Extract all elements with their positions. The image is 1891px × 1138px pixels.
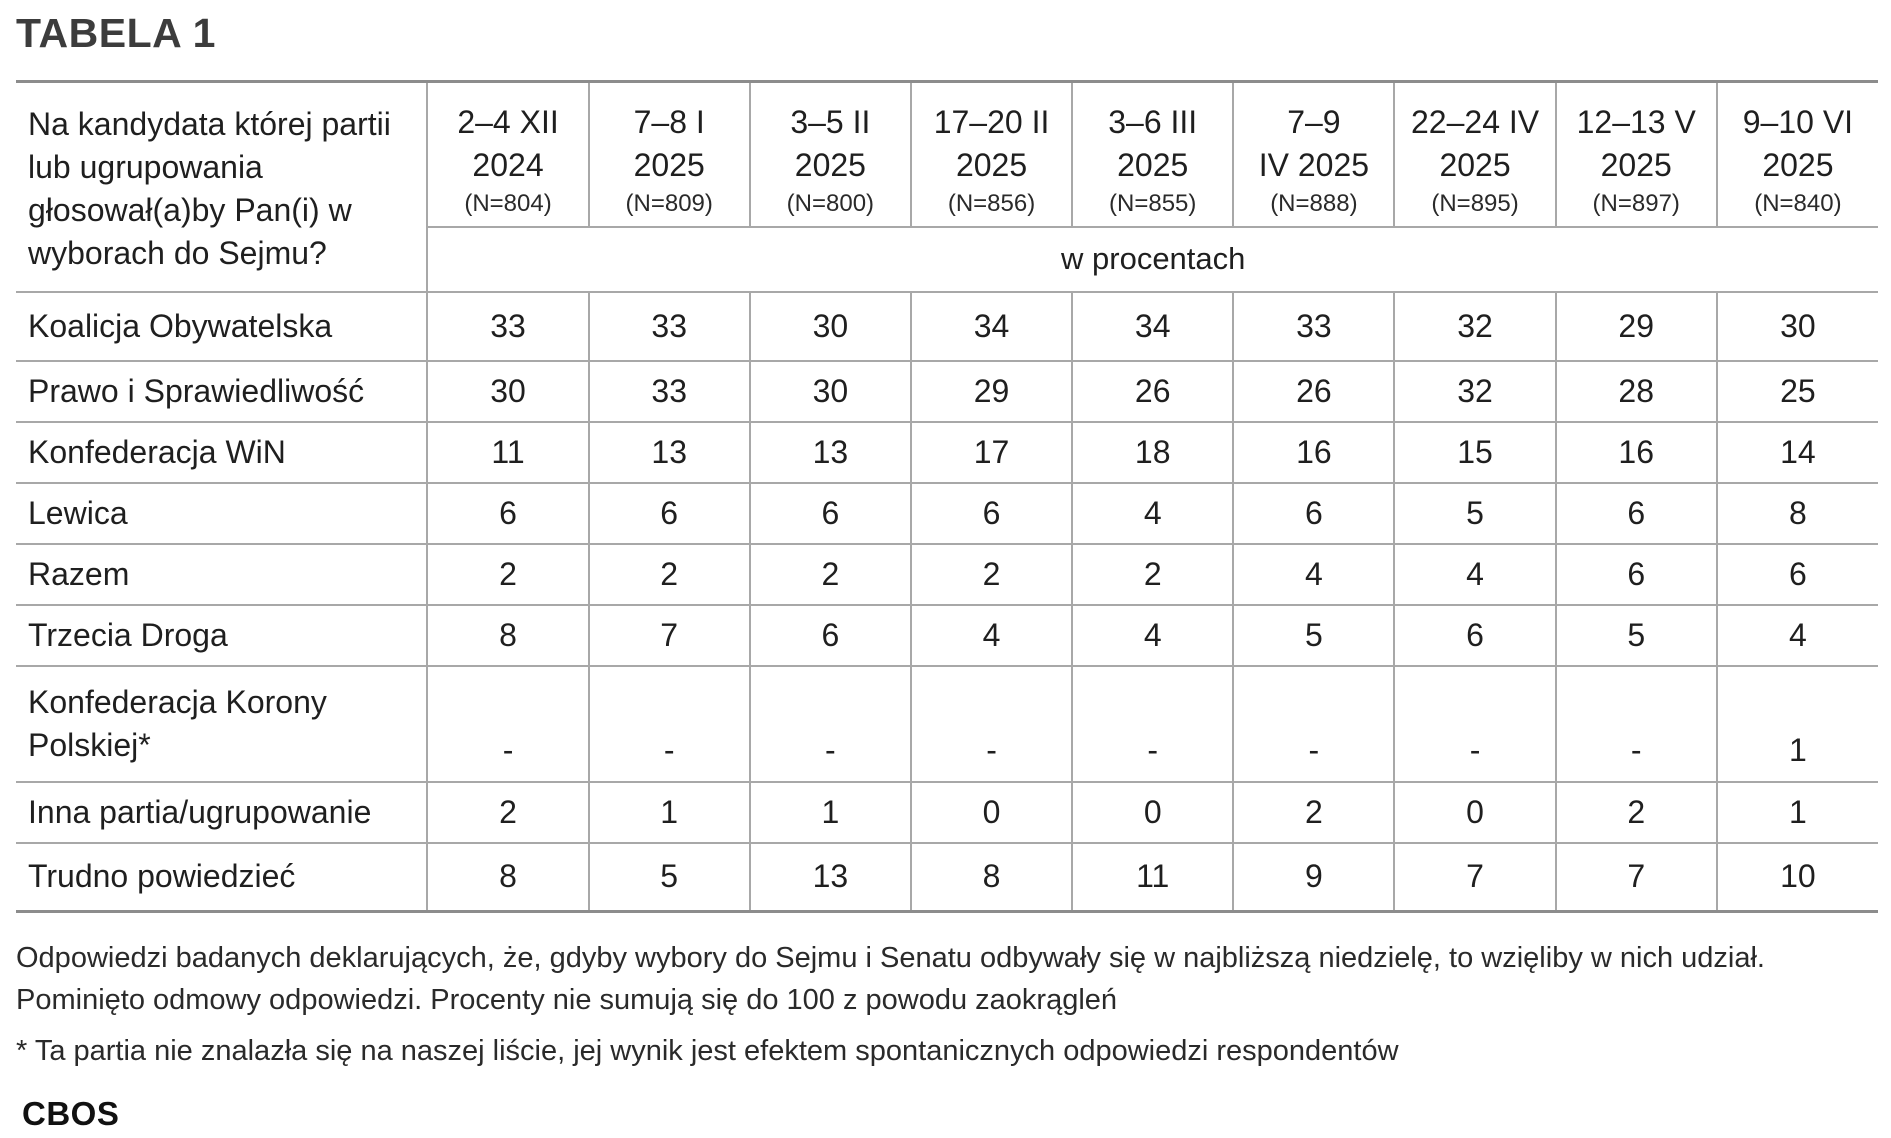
table-cell: 1 bbox=[1717, 782, 1878, 843]
table-cell: 8 bbox=[427, 605, 588, 666]
table-cell: - bbox=[1556, 666, 1717, 782]
table-cell: 6 bbox=[1556, 483, 1717, 544]
table-cell: 2 bbox=[1233, 782, 1394, 843]
sample-size: (N=895) bbox=[1431, 190, 1519, 217]
period-year: 2025 bbox=[1439, 147, 1511, 183]
period-dates: 17–20 II bbox=[933, 104, 1050, 140]
table-cell: 11 bbox=[1072, 843, 1233, 912]
table-cell: 1 bbox=[1717, 666, 1878, 782]
table-cell: 33 bbox=[1233, 292, 1394, 361]
table-cell: 25 bbox=[1717, 361, 1878, 422]
table-cell: 14 bbox=[1717, 422, 1878, 483]
period-year: 2025 bbox=[1762, 147, 1834, 183]
table-cell: 6 bbox=[427, 483, 588, 544]
table-cell: 30 bbox=[750, 292, 911, 361]
table-cell: 33 bbox=[589, 292, 750, 361]
table-cell: 30 bbox=[1717, 292, 1878, 361]
table-cell: 33 bbox=[427, 292, 588, 361]
table-cell: 11 bbox=[427, 422, 588, 483]
table-cell: 34 bbox=[911, 292, 1072, 361]
table-cell: 13 bbox=[589, 422, 750, 483]
sample-size: (N=888) bbox=[1270, 190, 1358, 217]
table-cell: 2 bbox=[427, 782, 588, 843]
table-cell: 7 bbox=[1556, 843, 1717, 912]
table-cell: 32 bbox=[1394, 292, 1555, 361]
table-row bbox=[16, 483, 1878, 544]
party-label: Inna partia/ugrupowanie bbox=[16, 782, 427, 843]
table-cell: 29 bbox=[1556, 292, 1717, 361]
party-label: Lewica bbox=[16, 483, 427, 544]
table-cell: 32 bbox=[1394, 361, 1555, 422]
table-cell: 28 bbox=[1556, 361, 1717, 422]
period-header bbox=[1394, 82, 1555, 227]
period-dates: 7–9 bbox=[1287, 104, 1341, 140]
table-cell: 6 bbox=[1233, 483, 1394, 544]
table-cell: 6 bbox=[1394, 605, 1555, 666]
period-dates: 2–4 XII bbox=[457, 104, 559, 140]
table-cell: - bbox=[1394, 666, 1555, 782]
table-cell: 26 bbox=[1233, 361, 1394, 422]
table-cell: 13 bbox=[750, 843, 911, 912]
table-row bbox=[16, 422, 1878, 483]
table-cell: 4 bbox=[1233, 544, 1394, 605]
period-dates: 3–5 II bbox=[790, 104, 871, 140]
table-cell: 17 bbox=[911, 422, 1072, 483]
footnote: * Ta partia nie znalazła się na naszej liście, jej wynik jest efektem spontanicznych odpowiedzi respondentów bbox=[16, 1035, 1399, 1067]
table-cell: 8 bbox=[1717, 483, 1878, 544]
question-header: Na kandydata której partii lub ugrupowania głosował(a)by Pan(i) w wyborach do Sejmu? bbox=[16, 82, 427, 292]
table-cell: 4 bbox=[1394, 544, 1555, 605]
table-cell: 1 bbox=[589, 782, 750, 843]
table-row bbox=[16, 361, 1878, 422]
period-header bbox=[1072, 82, 1233, 227]
table-cell: 6 bbox=[750, 483, 911, 544]
table-row bbox=[16, 782, 1878, 843]
party-label: Prawo i Sprawiedliwość bbox=[16, 361, 427, 422]
table-cell: 2 bbox=[911, 544, 1072, 605]
party-label: Koalicja Obywatelska bbox=[16, 292, 427, 361]
source-logo: CBOS bbox=[22, 1095, 120, 1132]
table-cell: - bbox=[911, 666, 1072, 782]
period-header bbox=[750, 82, 911, 227]
period-year: 2025 bbox=[633, 147, 705, 183]
period-header bbox=[1717, 82, 1878, 227]
table-cell: 26 bbox=[1072, 361, 1233, 422]
table-cell: 34 bbox=[1072, 292, 1233, 361]
party-label: Konfederacja WiN bbox=[16, 422, 427, 483]
table-cell: 7 bbox=[589, 605, 750, 666]
table-cell: 13 bbox=[750, 422, 911, 483]
period-header bbox=[427, 82, 588, 227]
table-cell: 5 bbox=[1394, 483, 1555, 544]
period-header bbox=[1556, 82, 1717, 227]
table-cell: 4 bbox=[1072, 605, 1233, 666]
table-cell: - bbox=[1233, 666, 1394, 782]
period-year: 2025 bbox=[1600, 147, 1672, 183]
period-header bbox=[1233, 82, 1394, 227]
table-row bbox=[16, 666, 1878, 782]
party-label: Konfederacja Korony Polskiej* bbox=[16, 666, 427, 782]
table-cell: 10 bbox=[1717, 843, 1878, 912]
table-cell: 6 bbox=[750, 605, 911, 666]
table-cell: 5 bbox=[589, 843, 750, 912]
table-cell: 2 bbox=[1072, 544, 1233, 605]
table-cell: 6 bbox=[589, 483, 750, 544]
table-cell: 0 bbox=[1072, 782, 1233, 843]
table-cell: 15 bbox=[1394, 422, 1555, 483]
table-row bbox=[16, 292, 1878, 361]
party-label: Trzecia Droga bbox=[16, 605, 427, 666]
table-note: Odpowiedzi badanych deklarujących, że, gdyby wybory do Sejmu i Senatu odbywały się w najbliższą niedzielę, to wzięliby w nich udział. Pominięto odmowy odpowiedzi. Procenty nie sumują się do 100 z powodu zaokrągleń bbox=[16, 942, 1765, 1016]
period-year: 2025 bbox=[1117, 147, 1189, 183]
period-year: IV 2025 bbox=[1258, 147, 1370, 183]
table-cell: 16 bbox=[1233, 422, 1394, 483]
table-cell: 7 bbox=[1394, 843, 1555, 912]
sample-size: (N=840) bbox=[1754, 190, 1842, 217]
table-title: TABELA 1 bbox=[16, 10, 216, 56]
sample-size: (N=800) bbox=[786, 190, 875, 217]
party-label: Trudno powiedzieć bbox=[16, 843, 427, 912]
results-table bbox=[16, 80, 1878, 913]
table-row bbox=[16, 843, 1878, 912]
table-cell: 2 bbox=[427, 544, 588, 605]
table-cell: 29 bbox=[911, 361, 1072, 422]
sample-size: (N=855) bbox=[1109, 190, 1197, 217]
table-cell: - bbox=[1072, 666, 1233, 782]
table-row bbox=[16, 605, 1878, 666]
table-cell: 0 bbox=[911, 782, 1072, 843]
table-cell: - bbox=[427, 666, 588, 782]
sample-size: (N=856) bbox=[947, 190, 1036, 217]
table-cell: 2 bbox=[750, 544, 911, 605]
period-dates: 12–13 V bbox=[1576, 104, 1696, 140]
sample-size: (N=897) bbox=[1592, 190, 1680, 217]
table-cell: 30 bbox=[427, 361, 588, 422]
sample-size: (N=804) bbox=[464, 190, 552, 217]
period-dates: 9–10 VI bbox=[1742, 104, 1854, 140]
period-year: 2025 bbox=[955, 147, 1028, 183]
period-dates: 3–6 III bbox=[1108, 104, 1198, 140]
table-cell: - bbox=[589, 666, 750, 782]
table-cell: 4 bbox=[1717, 605, 1878, 666]
table-cell: 6 bbox=[1717, 544, 1878, 605]
table-row bbox=[16, 544, 1878, 605]
period-header bbox=[589, 82, 750, 227]
table-cell: 4 bbox=[1072, 483, 1233, 544]
table-cell: 6 bbox=[911, 483, 1072, 544]
period-dates: 22–24 IV bbox=[1411, 104, 1540, 140]
table-cell: 5 bbox=[1556, 605, 1717, 666]
table-cell: 5 bbox=[1233, 605, 1394, 666]
period-dates: 7–8 I bbox=[633, 104, 705, 140]
party-label: Razem bbox=[16, 544, 427, 605]
table-cell: 30 bbox=[750, 361, 911, 422]
table-cell: - bbox=[750, 666, 911, 782]
table-cell: 2 bbox=[1556, 782, 1717, 843]
table-cell: 8 bbox=[911, 843, 1072, 912]
table-cell: 6 bbox=[1556, 544, 1717, 605]
period-year: 2025 bbox=[794, 147, 866, 183]
table-cell: 8 bbox=[427, 843, 588, 912]
period-year: 2024 bbox=[472, 147, 544, 183]
table-cell: 18 bbox=[1072, 422, 1233, 483]
period-header bbox=[911, 82, 1072, 227]
sample-size: (N=809) bbox=[625, 190, 713, 217]
table-cell: 0 bbox=[1394, 782, 1555, 843]
table-cell: 33 bbox=[589, 361, 750, 422]
table-cell: 1 bbox=[750, 782, 911, 843]
table-cell: 9 bbox=[1233, 843, 1394, 912]
table-cell: 16 bbox=[1556, 422, 1717, 483]
table-cell: 2 bbox=[589, 544, 750, 605]
table-cell: 4 bbox=[911, 605, 1072, 666]
unit-label: w procentach bbox=[427, 227, 1878, 292]
